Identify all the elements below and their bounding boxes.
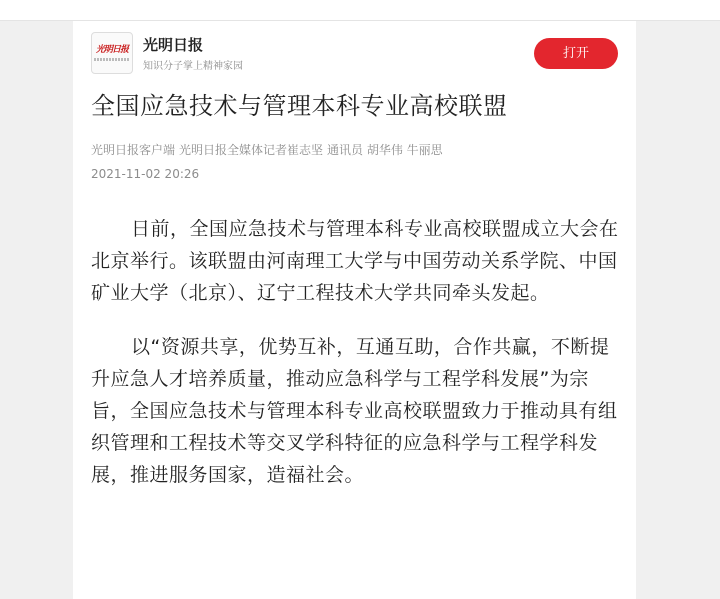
brand-name: 光明日报: [143, 36, 204, 54]
byline-correspondents: 通讯员 胡华伟 牛丽思: [327, 143, 443, 157]
article-byline: [91, 141, 621, 158]
open-app-button[interactable]: 打开: [534, 38, 618, 69]
article-paragraph: 日前，全国应急技术与管理本科专业高校联盟成立大会在北京举行。该联盟由河南理工大学与中国劳动关系学院、中国矿业大学（北京）、辽宁工程技术大学共同牵头发起。: [91, 218, 619, 304]
top-bar: [0, 0, 720, 21]
article-page: [73, 21, 636, 599]
app-header: [91, 32, 618, 76]
logo-subline: [94, 58, 130, 61]
byline-reporter: 光明日报全媒体记者崔志坚: [179, 143, 324, 157]
article-paragraph: 以“资源共享，优势互补，互通互助，合作共赢，不断提升应急人才培养质量，推动应急科学与工程学科发展”为宗旨，全国应急技术与管理本科专业高校联盟致力于推动具有组织管理和工程技术等交叉学科特征的应急科学与工程学科发展，推进服务国家，造福社会。: [91, 336, 618, 486]
brand-slogan: 知识分子掌上精神家园: [143, 61, 243, 72]
byline-source: 光明日报客户端: [91, 143, 176, 157]
brand-logo[interactable]: [91, 32, 133, 74]
article-timestamp: 2021-11-02 20:26: [91, 167, 200, 181]
logo-mark: 光明日报: [95, 45, 128, 55]
article-body: [91, 213, 619, 513]
article-title: 全国应急技术与管理本科专业高校联盟: [91, 92, 508, 120]
